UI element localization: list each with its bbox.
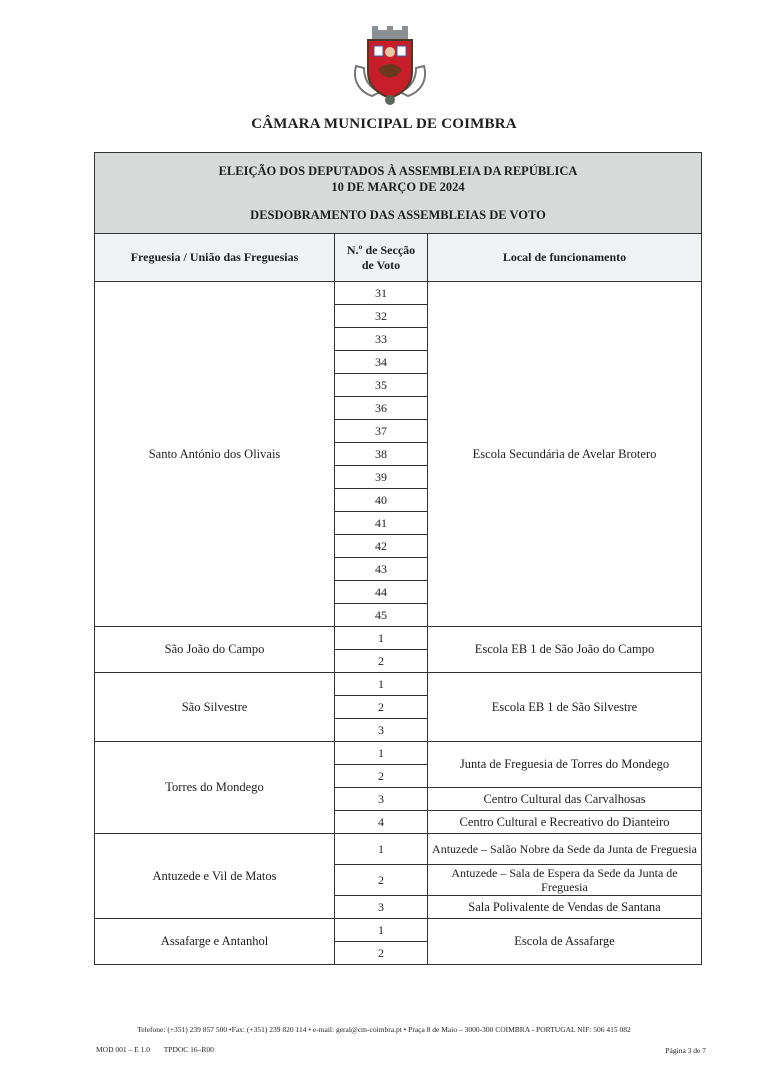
col-header-seccao: N.º de Secção de Voto bbox=[335, 234, 428, 282]
section-cell: 3 bbox=[335, 788, 428, 811]
footer-tpdoc: TPDOC 16–R00 bbox=[163, 1045, 214, 1054]
table-subtitle: DESDOBRAMENTO DAS ASSEMBLEIAS DE VOTO bbox=[250, 208, 546, 222]
local-cell: Antuzede – Salão Nobre da Sede da Junta de Freguesia bbox=[428, 834, 702, 865]
org-title: CÂMARA MUNICIPAL DE COIMBRA bbox=[251, 116, 517, 132]
voting-sections-table bbox=[94, 152, 702, 965]
freguesia-cell: Torres do Mondego bbox=[95, 742, 335, 834]
local-cell: Escola EB 1 de São João do Campo bbox=[428, 627, 702, 673]
freguesia-cell: Antuzede e Vil de Matos bbox=[95, 834, 335, 919]
section-cell: 1 bbox=[335, 627, 428, 650]
table-header-row bbox=[95, 234, 702, 282]
section-cell: 40 bbox=[335, 489, 428, 512]
section-cell: 31 bbox=[335, 282, 428, 305]
section-cell: 36 bbox=[335, 397, 428, 420]
section-cell: 33 bbox=[335, 328, 428, 351]
local-cell: Junta de Freguesia de Torres do Mondego bbox=[428, 742, 702, 788]
section-cell: 2 bbox=[335, 865, 428, 896]
section-cell: 44 bbox=[335, 581, 428, 604]
footer-doc-codes bbox=[96, 1045, 226, 1054]
local-cell: Antuzede – Sala de Espera da Sede da Junta de Freguesia bbox=[428, 865, 702, 896]
local-cell: Sala Polivalente de Vendas de Santana bbox=[428, 896, 702, 919]
local-cell: Escola EB 1 de São Silvestre bbox=[428, 673, 702, 742]
section-cell: 1 bbox=[335, 919, 428, 942]
section-cell: 2 bbox=[335, 765, 428, 788]
local-cell: Centro Cultural e Recreativo do Dianteiro bbox=[428, 811, 702, 834]
election-title: ELEIÇÃO DOS DEPUTADOS À ASSEMBLEIA DA REPÚBLICA bbox=[218, 164, 578, 178]
table-row bbox=[95, 834, 702, 865]
section-cell: 32 bbox=[335, 305, 428, 328]
local-cell: Escola de Assafarge bbox=[428, 919, 702, 965]
section-cell: 45 bbox=[335, 604, 428, 627]
section-cell: 2 bbox=[335, 942, 428, 965]
table-row bbox=[95, 742, 702, 765]
table-title bbox=[95, 153, 702, 234]
section-cell: 4 bbox=[335, 811, 428, 834]
section-cell: 2 bbox=[335, 650, 428, 673]
section-cell: 3 bbox=[335, 896, 428, 919]
election-date: 10 DE MARÇO DE 2024 bbox=[331, 180, 465, 194]
section-cell: 41 bbox=[335, 512, 428, 535]
table-row bbox=[95, 282, 702, 305]
section-cell: 1 bbox=[335, 673, 428, 696]
coimbra-coat-of-arms-icon bbox=[350, 26, 430, 108]
section-cell: 37 bbox=[335, 420, 428, 443]
section-cell: 43 bbox=[335, 558, 428, 581]
page-number: Página 3 de 7 bbox=[665, 1046, 706, 1055]
freguesia-cell: Santo António dos Olivais bbox=[95, 282, 335, 627]
section-cell: 42 bbox=[335, 535, 428, 558]
col-header-local: Local de funcionamento bbox=[428, 234, 702, 282]
local-cell: Escola Secundária de Avelar Brotero bbox=[428, 282, 702, 627]
local-cell: Centro Cultural das Carvalhosas bbox=[428, 788, 702, 811]
table-row bbox=[95, 673, 702, 696]
footer-contact: Telefone: (+351) 239 857 500 •Fax: (+351) 239 820 114 • e-mail: geral@cm-coimbra.pt • Praça 8 de Maio – 3000-300 COIMBRA - PORTUGAL NIF: 506 415 082 bbox=[137, 1025, 631, 1034]
footer-mod: MOD 001 – E 1.0 bbox=[96, 1045, 150, 1054]
section-cell: 1 bbox=[335, 834, 428, 865]
section-cell: 38 bbox=[335, 443, 428, 466]
table-row bbox=[95, 919, 702, 942]
table-row bbox=[95, 627, 702, 650]
section-cell: 3 bbox=[335, 719, 428, 742]
freguesia-cell: Assafarge e Antanhol bbox=[95, 919, 335, 965]
section-cell: 35 bbox=[335, 374, 428, 397]
freguesia-cell: São João do Campo bbox=[95, 627, 335, 673]
section-cell: 34 bbox=[335, 351, 428, 374]
freguesia-cell: São Silvestre bbox=[95, 673, 335, 742]
section-cell: 1 bbox=[335, 742, 428, 765]
col-header-freguesia: Freguesia / União das Freguesias bbox=[95, 234, 335, 282]
section-cell: 39 bbox=[335, 466, 428, 489]
section-cell: 2 bbox=[335, 696, 428, 719]
